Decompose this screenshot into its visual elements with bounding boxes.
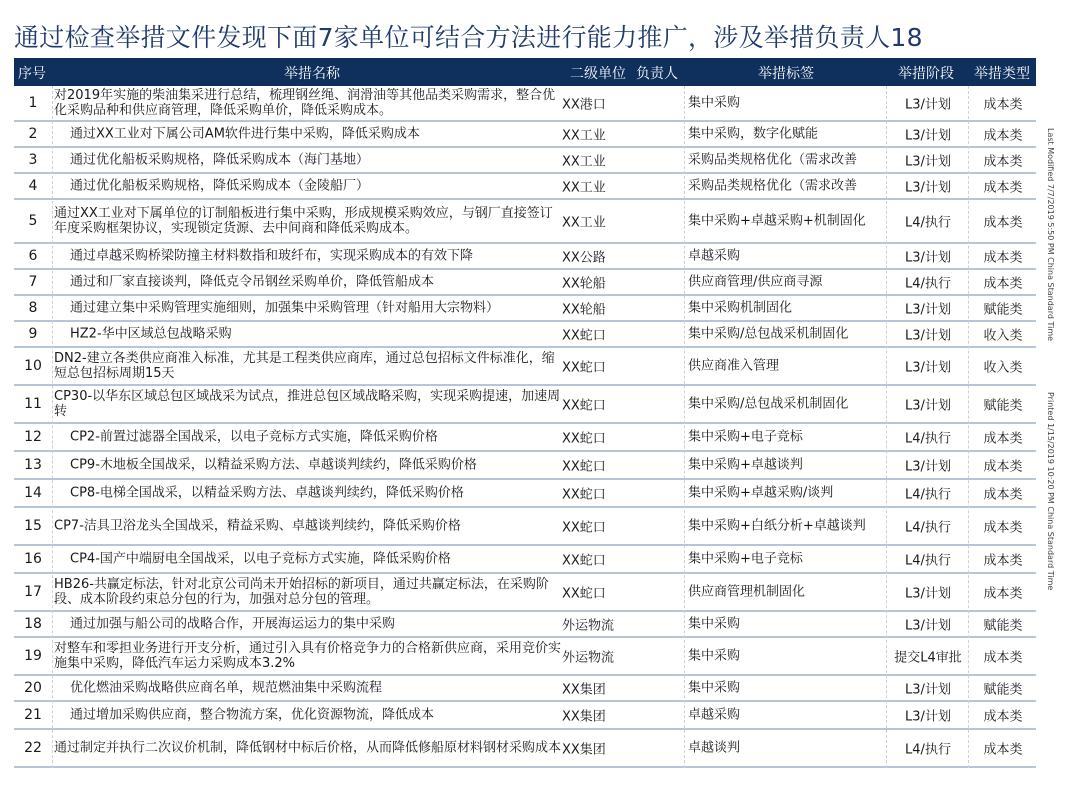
- initiative-name: HZ2-华中区域总包战略采购: [70, 326, 232, 342]
- business-unit: XX港口: [562, 97, 606, 113]
- table-row: [14, 574, 1036, 612]
- business-unit: XX蛇口: [562, 328, 606, 344]
- table-row: [14, 244, 1036, 270]
- header-name: 举措名称: [284, 66, 340, 82]
- row-number: 4: [28, 178, 38, 194]
- row-number: 2: [28, 126, 38, 142]
- initiative-type: 成本类: [983, 459, 1023, 475]
- divider: [886, 86, 887, 768]
- initiative-name: CP8-电梯全国战采，以精益采购方法、卓越谈判续约，降低采购价格: [70, 485, 464, 501]
- business-unit: 外运物流: [562, 650, 615, 666]
- table-body: [14, 86, 1036, 768]
- initiative-name: DN2-建立各类供应商准入标准，尤其是工程类供应商库，通过总包招标文件标准化，缩短总包招标周期15天: [54, 351, 555, 381]
- initiative-stage: L3/计划: [905, 154, 951, 170]
- business-unit: XX蛇口: [562, 586, 606, 602]
- initiative-stage: L4/执行: [905, 742, 951, 758]
- business-unit: XX蛇口: [562, 431, 606, 447]
- initiative-stage: L4/执行: [905, 276, 951, 292]
- table-row: [14, 86, 1036, 122]
- initiative-name: CP7-洁具卫浴龙头全国战采，精益采购、卓越谈判续约，降低采购价格: [54, 518, 461, 534]
- header-owner: 负责人: [636, 66, 678, 82]
- initiative-stage: L3/计划: [905, 302, 951, 318]
- business-unit: XX工业: [562, 180, 606, 196]
- initiative-stage: L3/计划: [905, 97, 951, 113]
- business-unit: XX蛇口: [562, 398, 606, 414]
- initiative-type: 收入类: [983, 328, 1023, 344]
- initiative-stage: L3/计划: [905, 586, 951, 602]
- table-row: [14, 200, 1036, 244]
- initiative-type: 收入类: [983, 360, 1023, 376]
- initiative-stage: L3/计划: [905, 180, 951, 196]
- initiative-name: 通过优化船板采购规格，降低采购成本（海门基地）: [70, 152, 370, 168]
- table-row: [14, 702, 1036, 730]
- business-unit: XX蛇口: [562, 459, 606, 475]
- table-row: [14, 452, 1036, 480]
- row-number: 13: [24, 457, 42, 473]
- divider: [968, 86, 969, 768]
- initiative-name: 对整车和零担业务进行开支分析，通过引入具有价格竞争力的合格新供应商，采用竞价实施集中采购，降低汽车运力采购成本3.2%: [54, 641, 562, 671]
- initiative-stage: L3/计划: [905, 618, 951, 634]
- table-row: [14, 148, 1036, 174]
- initiative-tag: 集中采购: [688, 680, 741, 696]
- table-row: [14, 730, 1036, 768]
- initiative-name: 通过和厂家直接谈判，降低克令吊钢丝采购单价，降低管船成本: [70, 274, 435, 290]
- business-unit: XX工业: [562, 154, 606, 170]
- initiative-stage: L3/计划: [905, 128, 951, 144]
- initiative-tag: 采购品类规格优化（需求改善: [688, 152, 858, 168]
- initiative-type: 成本类: [983, 709, 1023, 725]
- initiative-type: 赋能类: [983, 618, 1023, 634]
- initiative-stage: L3/计划: [905, 682, 951, 698]
- initiative-tag: 采购品类规格优化（需求改善: [688, 178, 858, 194]
- initiative-tag: 集中采购/总包战采机制固化: [688, 396, 849, 412]
- initiative-name: 通过增加采购供应商，整合物流方案，优化资源物流，降低成本: [70, 707, 435, 723]
- row-number: 12: [24, 429, 42, 445]
- initiative-tag: 集中采购+白纸分析+卓越谈判: [688, 518, 866, 534]
- initiative-name: 通过建立集中采购管理实施细则，加强集中采购管理（针对船用大宗物料）: [70, 300, 500, 316]
- initiative-type: 成本类: [983, 154, 1023, 170]
- table-row: [14, 270, 1036, 296]
- row-number: 21: [24, 707, 42, 723]
- divider: [52, 86, 53, 768]
- initiative-stage: L3/计划: [905, 360, 951, 376]
- initiative-type: 成本类: [983, 742, 1023, 758]
- initiative-stage: L4/执行: [905, 520, 951, 536]
- initiative-stage: L3/计划: [905, 250, 951, 266]
- initiative-tag: 集中采购+卓越采购+机制固化: [688, 213, 866, 229]
- table-row: [14, 638, 1036, 676]
- initiative-type: 赋能类: [983, 398, 1023, 414]
- initiative-name: HB26-共赢定标法，针对北京公司尚未开始招标的新项目，通过共赢定标法，在采购阶段、成本阶段约束总分包的行为，加强对总分包的管理。: [54, 577, 549, 607]
- business-unit: XX集团: [562, 709, 606, 725]
- table-row: [14, 480, 1036, 508]
- row-number: 15: [24, 518, 42, 534]
- initiative-type: 成本类: [983, 520, 1023, 536]
- row-number: 7: [28, 274, 38, 290]
- initiative-tag: 卓越谈判: [688, 740, 741, 756]
- initiative-tag: 供应商管理/供应商寻源: [688, 274, 823, 290]
- table-row: [14, 612, 1036, 638]
- last-modified-note: Last Modified 7/7/2019 5:50 PM China Standard Time: [1046, 128, 1055, 342]
- initiative-name: 通过优化船板采购规格，降低采购成本（金陵船厂）: [70, 178, 370, 194]
- table-row: [14, 174, 1036, 200]
- business-unit: XX公路: [562, 250, 606, 266]
- initiative-type: 赋能类: [983, 682, 1023, 698]
- initiative-name: 通过XX工业对下属公司AM软件进行集中采购，降低采购成本: [70, 126, 420, 142]
- initiative-name: 通过加强与船公司的战略合作，开展海运运力的集中采购: [70, 616, 396, 632]
- table-row: [14, 348, 1036, 386]
- row-number: 11: [24, 396, 42, 412]
- initiative-tag: 集中采购: [688, 95, 741, 111]
- initiative-stage: L3/计划: [905, 328, 951, 344]
- initiative-name: 优化燃油采购战略供应商名单，规范燃油集中采购流程: [70, 680, 383, 696]
- initiative-type: 成本类: [983, 431, 1023, 447]
- initiative-stage: L4/执行: [905, 215, 951, 231]
- header-tag: 举措标签: [758, 66, 814, 82]
- business-unit: XX轮船: [562, 276, 606, 292]
- initiative-stage: L4/执行: [905, 431, 951, 447]
- row-number: 16: [24, 551, 42, 567]
- page-title: 通过检查举措文件发现下面7家单位可结合方法进行能力推广，涉及举措负责人18: [14, 23, 923, 52]
- business-unit: XX蛇口: [562, 487, 606, 503]
- initiative-name: CP2-前置过滤器全国战采，以电子竞标方式实施，降低采购价格: [70, 429, 438, 445]
- initiative-tag: 卓越采购: [688, 248, 741, 264]
- initiative-name: 通过制定并执行二次议价机制，降低钢材中标后价格，从而降低修船原材料钢材采购成本: [54, 740, 562, 756]
- row-number: 5: [28, 213, 38, 229]
- header-unit: 二级单位: [570, 66, 626, 82]
- row-number: 22: [24, 740, 42, 756]
- initiative-type: 成本类: [983, 180, 1023, 196]
- initiative-tag: 集中采购+电子竞标: [688, 429, 803, 445]
- initiative-stage: L4/执行: [905, 487, 951, 503]
- initiative-type: 成本类: [983, 586, 1023, 602]
- header-stage: 举措阶段: [898, 66, 954, 82]
- business-unit: XX蛇口: [562, 553, 606, 569]
- initiative-type: 成本类: [983, 215, 1023, 231]
- initiative-name: 通过XX工业对下属单位的订制船板进行集中采购，形成规模采购效应，与钢厂直接签订年度采购框架协议，实现锁定货源、去中间商和降低采购成本。: [54, 206, 553, 236]
- row-number: 10: [24, 358, 42, 374]
- initiative-stage: L3/计划: [905, 398, 951, 414]
- initiative-tag: 集中采购/总包战采机制固化: [688, 326, 849, 342]
- initiative-tag: 集中采购: [688, 648, 741, 664]
- row-number: 20: [24, 680, 42, 696]
- printed-note: Printed 1/15/2019 10:20 PM China Standard Time: [1046, 392, 1055, 591]
- divider: [684, 86, 685, 768]
- initiative-stage: L3/计划: [905, 459, 951, 475]
- initiative-name: CP30-以华东区域总包区域战采为试点，推进总包区域战略采购，实现采购提速，加速周转: [54, 389, 561, 419]
- initiative-type: 成本类: [983, 650, 1023, 666]
- initiative-name: 通过卓越采购桥梁防撞主材料数指和玻纤布，实现采购成本的有效下降: [70, 248, 474, 264]
- business-unit: XX轮船: [562, 302, 606, 318]
- initiative-type: 成本类: [983, 97, 1023, 113]
- initiative-stage: L4/执行: [905, 553, 951, 569]
- initiative-tag: 供应商管理机制固化: [688, 584, 806, 600]
- business-unit: XX集团: [562, 742, 606, 758]
- initiative-tag: 集中采购: [688, 616, 741, 632]
- table-row: [14, 508, 1036, 546]
- initiative-tag: 集中采购+卓越采购/谈判: [688, 485, 834, 501]
- initiative-name: CP9-木地板全国战采，以精益采购方法、卓越谈判续约，降低采购价格: [70, 457, 477, 473]
- initiative-tag: 卓越采购: [688, 707, 741, 723]
- business-unit: XX蛇口: [562, 360, 606, 376]
- initiative-tag: 集中采购+卓越谈判: [688, 457, 803, 473]
- initiative-stage: L3/计划: [905, 709, 951, 725]
- row-number: 9: [28, 326, 38, 342]
- header-num: 序号: [18, 66, 46, 82]
- table-row: [14, 546, 1036, 574]
- initiative-type: 成本类: [983, 128, 1023, 144]
- row-number: 6: [28, 248, 38, 264]
- business-unit: XX蛇口: [562, 520, 606, 536]
- initiative-name: CP4-国产中端厨电全国战采，以电子竞标方式实施，降低采购价格: [70, 551, 451, 567]
- table-row: [14, 424, 1036, 452]
- initiative-type: 赋能类: [983, 302, 1023, 318]
- table-header: [14, 58, 1036, 86]
- business-unit: XX工业: [562, 128, 606, 144]
- initiative-type: 成本类: [983, 487, 1023, 503]
- header-type: 举措类型: [974, 66, 1030, 82]
- initiative-tag: 集中采购，数字化赋能: [688, 126, 819, 142]
- business-unit: XX集团: [562, 682, 606, 698]
- table-row: [14, 386, 1036, 424]
- initiative-type: 成本类: [983, 250, 1023, 266]
- initiative-type: 成本类: [983, 553, 1023, 569]
- initiatives-table: [14, 58, 1036, 768]
- initiative-type: 成本类: [983, 276, 1023, 292]
- row-number: 8: [28, 300, 38, 316]
- business-unit: XX工业: [562, 215, 606, 231]
- business-unit: 外运物流: [562, 618, 615, 634]
- row-number: 14: [24, 485, 42, 501]
- table-row: [14, 122, 1036, 148]
- table-row: [14, 322, 1036, 348]
- row-number: 1: [28, 95, 38, 111]
- initiative-stage: 提交L4审批: [894, 650, 962, 666]
- initiative-tag: 供应商准入管理: [688, 358, 780, 374]
- row-number: 19: [24, 648, 42, 664]
- table-row: [14, 296, 1036, 322]
- row-number: 18: [24, 616, 42, 632]
- initiative-tag: 集中采购+电子竞标: [688, 551, 803, 567]
- initiative-name: 对2019年实施的柴油集采进行总结，梳理钢丝绳、润滑油等其他品类采购需求，整合优化采购品种和供应商管理，降低采购单价，降低采购成本。: [54, 88, 556, 118]
- row-number: 3: [28, 152, 38, 168]
- row-number: 17: [24, 584, 42, 600]
- table-row: [14, 676, 1036, 702]
- initiative-tag: 集中采购机制固化: [688, 300, 793, 316]
